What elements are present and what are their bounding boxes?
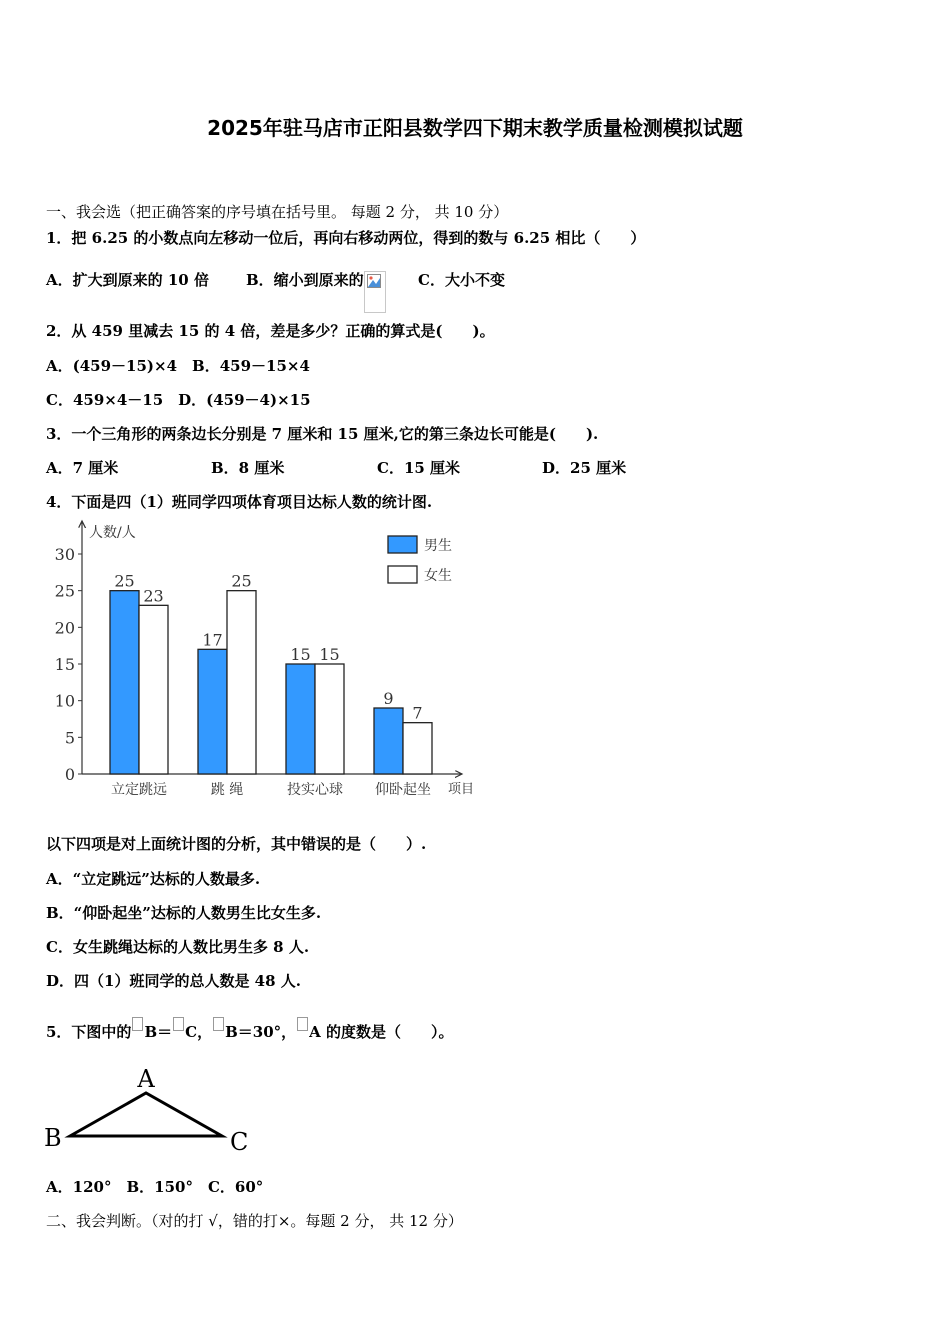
vertex-b-label: B <box>44 1124 62 1152</box>
q3-option-c: C．15 厘米 <box>377 459 461 477</box>
bar-男生 <box>110 591 139 774</box>
q2-stem: 2．从 459 里减去 15 的 4 倍，差是多少？正确的算式是( )。 <box>46 322 495 340</box>
q1-option-b <box>246 269 390 313</box>
bar-value-label: 25 <box>114 571 135 591</box>
bar-chart <box>40 515 500 805</box>
vertex-a-label: A <box>137 1065 155 1093</box>
x-tick-label: 跳 绳 <box>210 782 244 798</box>
y-axis-label: 人数/人 <box>89 525 136 541</box>
angle-symbol-icon <box>297 1017 308 1031</box>
q1-option-b-text: B．缩小到原来的 <box>246 271 364 289</box>
x-tick-label: 立定跳远 <box>111 782 167 798</box>
x-axis-label: 项目 <box>448 782 475 797</box>
q4-option-d: D．四（1）班同学的总人数是 48 人. <box>46 972 301 990</box>
q3-option-a: A．7 厘米 <box>46 459 119 477</box>
vertex-c-label: C <box>230 1128 249 1156</box>
triangle-abc <box>70 1093 222 1136</box>
q3-option-b: B．8 厘米 <box>211 459 285 477</box>
page-title: 2025年驻马店市正阳县数学四下期末教学质量检测模拟试题 <box>207 116 743 140</box>
y-tick-label: 5 <box>64 728 75 748</box>
bar-女生 <box>403 723 432 774</box>
bar-value-label: 15 <box>290 645 311 664</box>
q2-options-ab: A．(459－15)×4 B．459－15×4 <box>46 357 310 375</box>
q5-stem-part3: C， <box>185 1023 213 1041</box>
legend-label: 女生 <box>424 568 452 584</box>
q1-option-c: C．大小不变 <box>418 271 505 289</box>
q4-stem: 4．下面是四（1）班同学四项体育项目达标人数的统计图. <box>46 493 433 511</box>
q3-option-d: D．25 厘米 <box>542 459 627 477</box>
q1-option-a: A．扩大到原来的 10 倍 <box>46 271 209 289</box>
triangle-diagram <box>40 1060 270 1160</box>
q5-stem-part2: B＝ <box>144 1023 173 1041</box>
bar-value-label: 9 <box>383 689 394 708</box>
y-tick-label: 0 <box>64 765 75 784</box>
x-tick-label: 仰卧起坐 <box>375 782 431 798</box>
y-tick-label: 30 <box>54 545 75 564</box>
bar-男生 <box>374 708 403 774</box>
legend-swatch-男生 <box>388 536 417 553</box>
bar-value-label: 23 <box>143 586 164 606</box>
bar-男生 <box>198 649 227 774</box>
q1-stem: 1．把 6.25 的小数点向左移动一位后，再向右移动两位，得到的数与 6.25 相比（ ） <box>46 229 646 247</box>
q4-option-c: C．女生跳绳达标的人数比男生多 8 人. <box>46 938 310 956</box>
q5-stem-part5: A 的度数是（ ）。 <box>309 1023 454 1041</box>
section2-heading: 二、我会判断。（对的打 √，错的打×。每题 2 分， 共 12 分） <box>46 1212 463 1230</box>
x-tick-label: 投实心球 <box>287 782 343 798</box>
section1-heading: 一、我会选（把正确答案的序号填在括号里。 每题 2 分， 共 10 分） <box>46 203 509 221</box>
angle-symbol-icon <box>132 1017 143 1031</box>
q4-question: 以下四项是对上面统计图的分析，其中错误的是（ ）. <box>46 835 427 853</box>
q4-option-a: A．“立定跳远”达标的人数最多. <box>46 870 261 888</box>
angle-symbol-icon <box>173 1017 184 1031</box>
q5-stem-part1: 5．下图中的 <box>46 1023 132 1041</box>
q5-stem-part4: B＝30°， <box>225 1023 297 1041</box>
bar-value-label: 25 <box>231 571 252 591</box>
y-tick-label: 20 <box>54 618 75 638</box>
q5-stem <box>46 1017 454 1042</box>
q4-option-b: B．“仰卧起坐”达标的人数男生比女生多. <box>46 904 322 922</box>
legend-label: 男生 <box>424 538 452 554</box>
bar-女生 <box>139 605 168 774</box>
bar-男生 <box>286 664 315 774</box>
q2-options-cd: C．459×4－15 D．(459－4)×15 <box>46 391 311 409</box>
bar-value-label: 17 <box>202 630 223 650</box>
q5-options: A．120° B．150° C．60° <box>46 1178 264 1196</box>
angle-symbol-icon <box>213 1017 224 1031</box>
q3-stem: 3．一个三角形的两条边长分别是 7 厘米和 15 厘米,它的第三条边长可能是( ). <box>46 425 599 443</box>
y-tick-label: 10 <box>54 691 75 711</box>
bar-女生 <box>315 664 344 774</box>
bar-女生 <box>227 591 256 774</box>
y-tick-label: 15 <box>54 655 75 674</box>
y-tick-label: 25 <box>54 581 75 601</box>
legend-swatch-女生 <box>388 566 417 583</box>
bar-value-label: 7 <box>412 703 423 723</box>
bar-value-label: 15 <box>319 645 340 664</box>
broken-image-icon <box>364 271 386 313</box>
